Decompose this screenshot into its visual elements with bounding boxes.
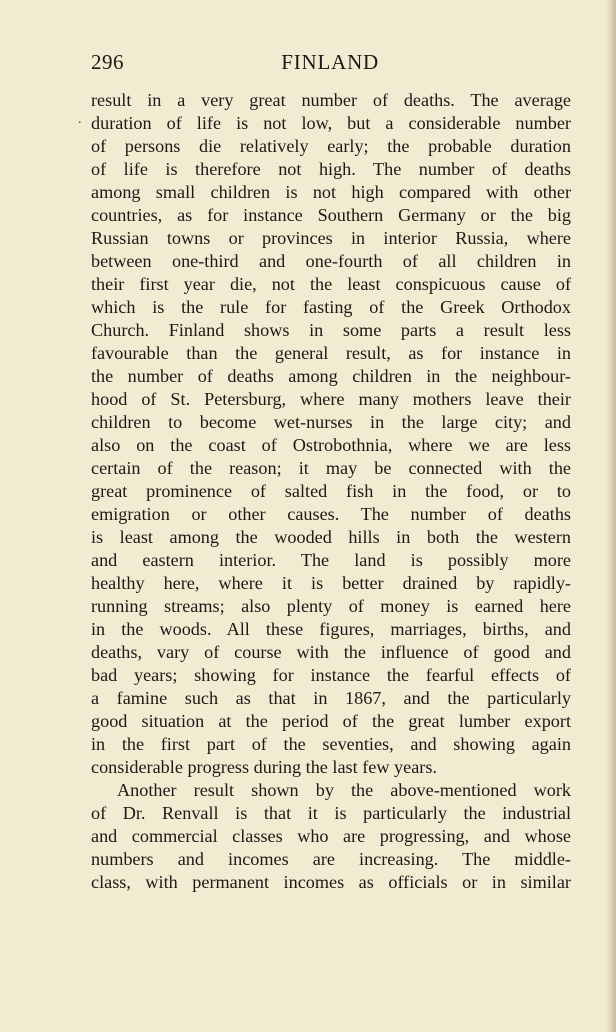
text-line: among small children is not high compared with other [91,182,571,202]
text-line: duration of life is not low, but a considerable number [91,113,571,133]
text-line: class, with permanent incomes as officials or in similar [91,872,571,892]
text-line: running streams; also plenty of money is earned here [91,596,571,616]
text-line: certain of the reason; it may be connected with the [91,458,571,478]
text-line: hood of St. Petersburg, where many mothers leave their [91,389,571,409]
text-line: of Dr. Renvall is that it is particularly the industrial [91,803,571,823]
text-line: Church. Finland shows in some parts a result less [91,320,571,340]
text-line: bad years; showing for instance the fearful effects of [91,665,571,685]
margin-mark: . [78,112,82,127]
text-line: numbers and incomes are increasing. The middle- [91,849,571,869]
text-line: result in a very great number of deaths. The average [91,90,571,110]
text-line: deaths, vary of course with the influence of good and [91,642,571,662]
text-line: in the first part of the seventies, and showing again [91,734,571,754]
page-header [91,50,379,80]
paragraph-start-line: Another result shown by the above-mentioned work [117,780,571,800]
text-line: countries, as for instance Southern Germany or the big [91,205,571,225]
text-line: which is the rule for fasting of the Greek Orthodox [91,297,571,317]
text-line: children to become wet-nurses in the large city; and [91,412,571,432]
page-number: 296 [91,50,124,74]
text-line: between one-third and one-fourth of all children in [91,251,571,271]
text-line: of persons die relatively early; the probable duration [91,136,571,156]
text-line: is least among the wooded hills in both the western [91,527,571,547]
text-line: their first year die, not the least conspicuous cause of [91,274,571,294]
running-head: FINLAND [281,50,379,74]
text-line: a famine such as that in 1867, and the particularly [91,688,571,708]
text-line: and commercial classes who are progressing, and whose [91,826,571,846]
text-line: good situation at the period of the great lumber export [91,711,571,731]
text-line: also on the coast of Ostrobothnia, where we are less [91,435,571,455]
text-line: in the woods. All these figures, marriages, births, and [91,619,571,639]
text-line: favourable than the general result, as for instance in [91,343,571,363]
text-line: great prominence of salted fish in the food, or to [91,481,571,501]
text-line: healthy here, where it is better drained by rapidly- [91,573,571,593]
text-line: Russian towns or provinces in interior Russia, where [91,228,571,248]
body-text [91,89,571,894]
text-line: and eastern interior. The land is possibly more [91,550,571,570]
text-line: emigration or other causes. The number of deaths [91,504,571,524]
text-line: the number of deaths among children in the neighbour- [91,366,571,386]
text-line: of life is therefore not high. The number of deaths [91,159,571,179]
page-edge-shadow [606,0,616,1032]
paragraph-end-line: considerable progress during the last few years. [91,757,437,777]
